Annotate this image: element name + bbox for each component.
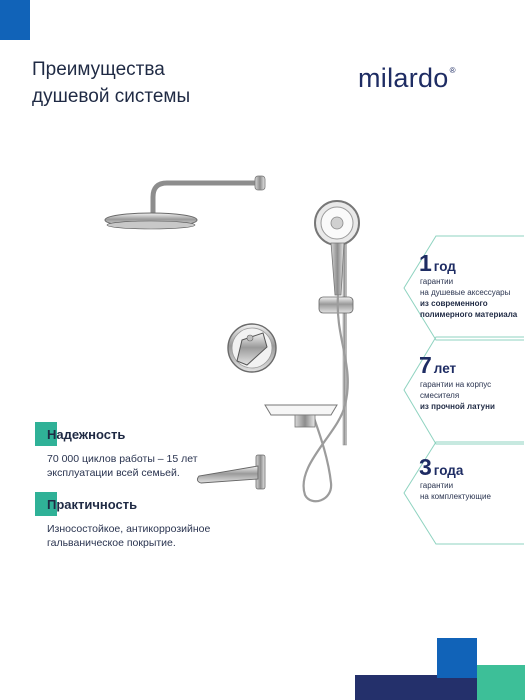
warranty-line: гарантии на корпус — [420, 380, 492, 389]
warranty-text — [420, 379, 495, 412]
feature-line: эксплуатации всей семьей. — [47, 467, 180, 479]
feature-line: гальваническое покрытие. — [47, 537, 176, 549]
warranty-line: гарантии — [420, 481, 454, 490]
warranty-value: 3 — [419, 454, 432, 480]
corner-decoration — [0, 0, 30, 40]
warranty-3-years — [400, 438, 525, 548]
warranty-number — [419, 250, 456, 277]
feature-heading: Надежность — [47, 427, 126, 442]
warranty-line: смесителя — [420, 391, 460, 400]
warranty-unit: года — [433, 463, 464, 478]
feature-description — [47, 522, 247, 550]
warranty-7-years — [400, 333, 525, 448]
warranty-text — [420, 480, 491, 502]
warranty-emphasis: полимерного материала — [420, 310, 518, 319]
bottom-square-teal — [477, 665, 525, 700]
shower-hose — [304, 295, 348, 501]
feature-heading: Практичность — [47, 497, 138, 512]
warranty-number — [419, 454, 463, 481]
warranty-emphasis: из современного — [420, 299, 488, 308]
brand-name: milardo — [358, 63, 449, 93]
wall-flange — [255, 176, 265, 190]
warranty-number — [419, 352, 456, 379]
registered-mark: ® — [449, 66, 456, 75]
warranty-line: гарантии — [420, 277, 454, 286]
shelf — [265, 405, 337, 415]
feature-line: Износостойкое, антикоррозийное — [47, 523, 211, 535]
title-line-1: Преимущества — [32, 59, 165, 80]
bottom-square-blue — [437, 638, 477, 678]
warranty-unit: год — [433, 259, 456, 274]
warranty-value: 1 — [419, 250, 432, 276]
shower-arm — [153, 183, 257, 217]
feature-description — [47, 452, 247, 480]
title-line-2: душевой системы — [32, 86, 191, 107]
brand-logo — [358, 63, 456, 94]
slide-rail — [343, 240, 347, 445]
warranty-1-year — [400, 232, 525, 344]
page-title — [32, 56, 272, 110]
warranty-text — [420, 276, 517, 320]
warranty-line: на душевые аксессуары — [420, 288, 511, 297]
rail-holder — [319, 297, 353, 313]
warranty-value: 7 — [419, 352, 432, 378]
warranty-unit: лет — [433, 361, 457, 376]
feature-line: 70 000 циклов работы – 15 лет — [47, 453, 198, 465]
warranty-line: на комплектующие — [420, 492, 491, 501]
warranty-emphasis: из прочной латуни — [420, 402, 495, 411]
